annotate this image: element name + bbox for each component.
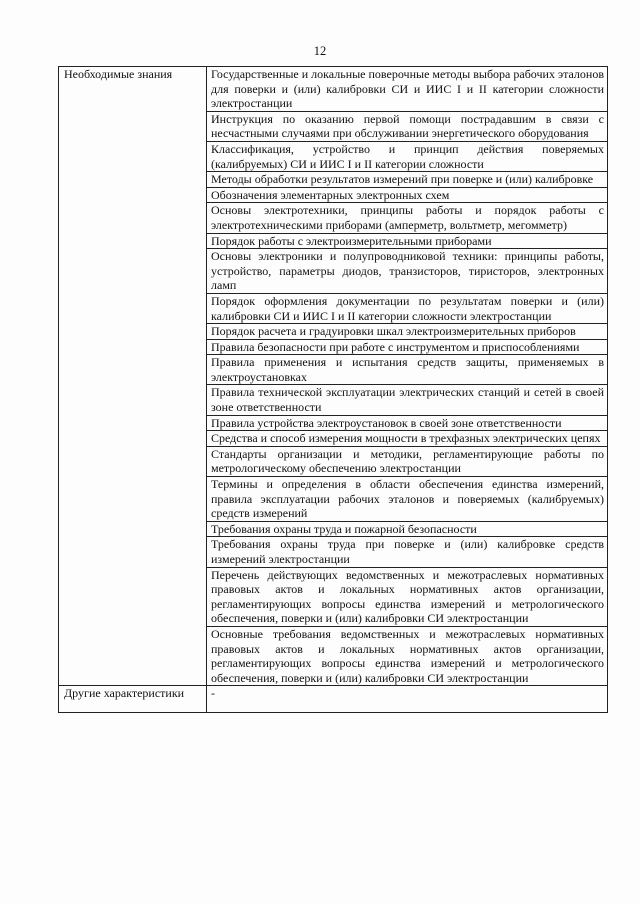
knowledge-item: Стандарты организации и методики, регламентирующие работы по метрологическому обеспечению электростанции [207,446,608,476]
knowledge-item: Порядок работы с электроизмерительными приборами [207,233,608,249]
knowledge-item: Государственные и локальные поверочные методы выбора рабочих эталонов для поверки и (или) калибровки СИ и ИИС I и II категории сложности электростанции [207,67,608,112]
knowledge-item: Порядок расчета и градуировки шкал электроизмерительных приборов [207,324,608,340]
knowledge-item: Классификация, устройство и принцип действия поверяемых (калибруемых) СИ и ИИС I и II категории сложности [207,141,608,171]
knowledge-item: Обозначения элементарных электронных схем [207,187,608,203]
other-characteristics-value: - [207,686,608,713]
knowledge-item: Средства и способ измерения мощности в трехфазных электрических цепях [207,431,608,447]
knowledge-item: Методы обработки результатов измерений при поверке и (или) калибровке [207,172,608,188]
knowledge-item: Инструкция по оказанию первой помощи пострадавшим в связи с несчастными случаями при обслуживании энергетического оборудования [207,111,608,141]
page-number: 12 [313,44,327,58]
knowledge-item: Требования охраны труда и пожарной безопасности [207,521,608,537]
knowledge-item: Требования охраны труда при поверке и (или) калибровке средств измерений электростанции [207,537,608,567]
knowledge-item: Правила устройства электроустановок в своей зоне ответственности [207,415,608,431]
knowledge-item: Правила технической эксплуатации электрических станций и сетей в своей зоне ответственности [207,385,608,415]
knowledge-item: Основы электроники и полупроводниковой техники: принципы работы, устройство, параметры диодов, транзисторов, тиристоров, электронных ламп [207,249,608,294]
knowledge-item: Правила безопасности при работе с инструментом и приспособлениями [207,339,608,355]
knowledge-item: Порядок оформления документации по результатам поверки и (или) калибровки СИ и ИИС I и II категории сложности электростанции [207,293,608,323]
required-knowledge-label: Необходимые знания [59,67,207,686]
other-characteristics-label: Другие характеристики [59,686,207,713]
knowledge-item: Основы электротехники, принципы работы и порядок работы с электротехническими приборами (амперметр, вольтметр, мегомметр) [207,203,608,233]
knowledge-item: Термины и определения в области обеспечения единства измерений, правила эксплуатации рабочих эталонов и поверяемых (калибруемых) средств измерений [207,477,608,522]
requirements-table-body [59,67,608,713]
knowledge-item: Перечень действующих ведомственных и межотраслевых нормативных правовых актов и локальных нормативных актов организации, регламентирующих вопросы единства измерений и метрологического обеспечения, поверки и (или) калибровки СИ электростанции [207,567,608,626]
knowledge-row [59,67,608,112]
knowledge-item: Основные требования ведомственных и межотраслевых нормативных правовых актов и локальных нормативных актов организации, регламентирующих вопросы единства измерений и метрологического обеспечения, поверки и (или) калибровки СИ электростанции [207,626,608,685]
other-characteristics-row [59,686,608,713]
knowledge-item: Правила применения и испытания средств защиты, применяемых в электроустановках [207,355,608,385]
requirements-table [58,66,608,713]
